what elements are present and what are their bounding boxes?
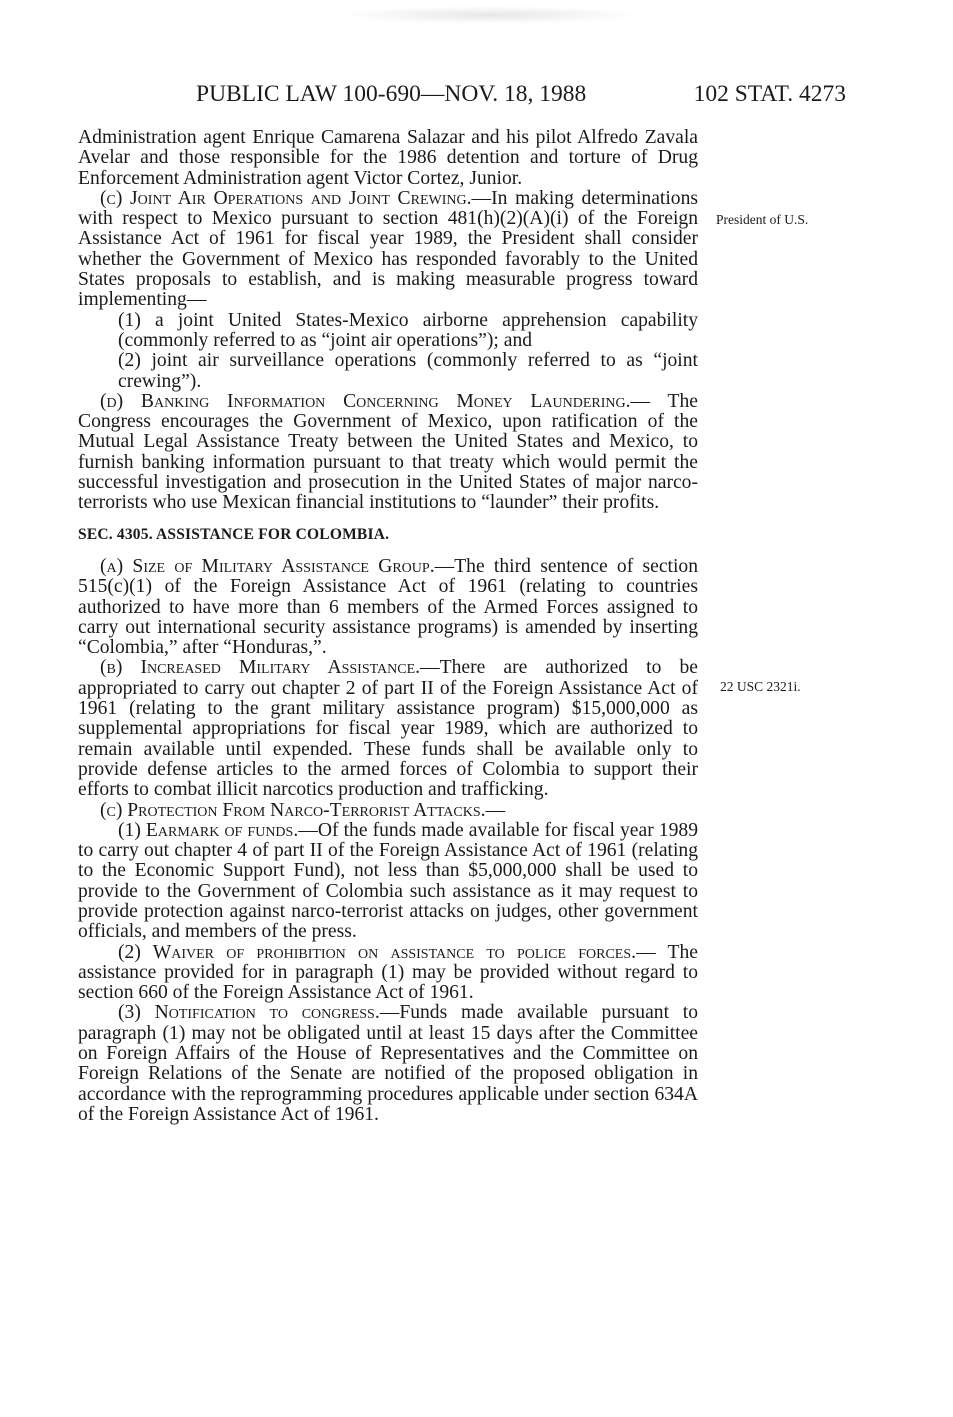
subsection-text: —There are authorized to be appropriated to carry out chapter 2 of part II of the Foreign Assistance Act of 1961 (relating to the grant military assistance program) $15,000,000 as supplemental appropriations for fiscal year 1989, which are authorized to remain available until expended. These funds shall be available only to provide defense articles to the armed forces of Colombia to support their efforts to combat illicit narcotics production and trafficking.: [78, 657, 698, 801]
paragraph-heading: (2) Waiver of prohibition on assistance to police forces.: [118, 941, 637, 963]
subsection-heading: (d) Banking Information Concerning Money Laundering.: [100, 390, 631, 412]
paragraph-1-earmark: [78, 821, 698, 943]
subsection-heading: (a) Size of Military Assistance Group.: [100, 555, 435, 577]
margin-note-usc: 22 USC 2321i.: [720, 679, 801, 694]
subsection-c-protection: [78, 801, 698, 821]
paragraph-text: —Funds made available pursuant to paragraph (1) may not be obligated until at least 15 days after the Committee on Foreign Affairs of the House of Representatives and the Committee on Foreign Relations of the Senate are notified of the proposed obligation in accordance with the reprogramming procedures applicable under section 634A of the Foreign Assistance Act of 1961.: [78, 1002, 698, 1125]
subsection-heading: (c) Protection From Narco-Terrorist Attacks.: [100, 799, 486, 821]
continuation-paragraph: Administration agent Enrique Camarena Salazar and his pilot Alfredo Zavala Avelar and those responsible for the 1986 detention and torture of Drug Enforcement Administration agent Victor Cortez, Junior.: [78, 127, 698, 189]
paragraph-text: — The assistance provided for in paragraph (1) may be provided without regard to section 660 of the Foreign Assistance Act of 1961.: [78, 941, 698, 1004]
subsection-text: — The Congress encourages the Government of Mexico, upon ratification of the Mutual Legal Assistance Treaty between the United States and Mexico, to furnish banking information pursuant to that treaty which would permit the successful investigation and prosecution in the United States of major narco-terrorists who use Mexican financial institutions to “launder” their profits.: [78, 390, 698, 514]
margin-note-president: President of U.S.: [716, 212, 809, 227]
stat-citation: 102 STAT. 4273: [693, 81, 846, 107]
paragraph-heading: (3) Notification to congress.: [118, 1002, 380, 1024]
subsection-c-joint-air: [78, 189, 698, 311]
subsection-a-size: [78, 557, 698, 658]
subsection-heading: (b) Increased Military Assistance.: [100, 657, 421, 679]
paragraph-3-notification: [78, 1003, 698, 1125]
subsection-heading: (c) Joint Air Operations and Joint Crewing.: [100, 187, 472, 209]
public-law-citation: PUBLIC LAW 100-690—NOV. 18, 1988: [196, 81, 587, 107]
section-heading: SEC. 4305. ASSISTANCE FOR COLOMBIA.: [78, 525, 390, 543]
paragraph-text: —Of the funds made available for fiscal year 1989 to carry out chapter 4 of part II of the Foreign Assistance Act of 1961 (relating to the Economic Support Fund), not less than $5,000,000 shall be used to provide to the Government of Colombia such assistance as it may request to provide protection against narco-terrorist attacks on judges, other government officials, and members of the press.: [78, 819, 698, 943]
subsection-d-banking: [78, 392, 698, 514]
subsection-text: —The third sentence of section 515(c)(1) of the Foreign Assistance Act of 1961 (relating to countries authorized to have more than 6 members of the Armed Forces assigned to carry out international security assistance programs) is amended by inserting “Colombia,” after “Honduras,”.: [78, 555, 698, 659]
paragraph-heading: (1) Earmark of funds.: [118, 819, 299, 841]
subsection-b-increased: [78, 658, 698, 800]
subsection-text: —In making determinations with respect to Mexico pursuant to section 481(h)(2)(A)(i) of the Foreign Assistance Act of 1961 for fiscal year 1989, the President shall consider whether the Government of Mexico has responded favorably to the United States proposals to establish, and is making measurable progress toward implementing—: [78, 187, 698, 311]
subsection-text: —: [485, 799, 506, 821]
paragraph-2-waiver: [78, 943, 698, 1004]
scan-smudge: [340, 6, 640, 24]
paragraph-2-surveillance: (2) joint air surveillance operations (commonly referred to as “joint crewing”).: [118, 350, 698, 392]
paragraph-1-airborne: (1) a joint United States-Mexico airborne apprehension capability (commonly referred to as “joint air operations”); and: [118, 309, 698, 351]
statute-body: [78, 128, 698, 1125]
